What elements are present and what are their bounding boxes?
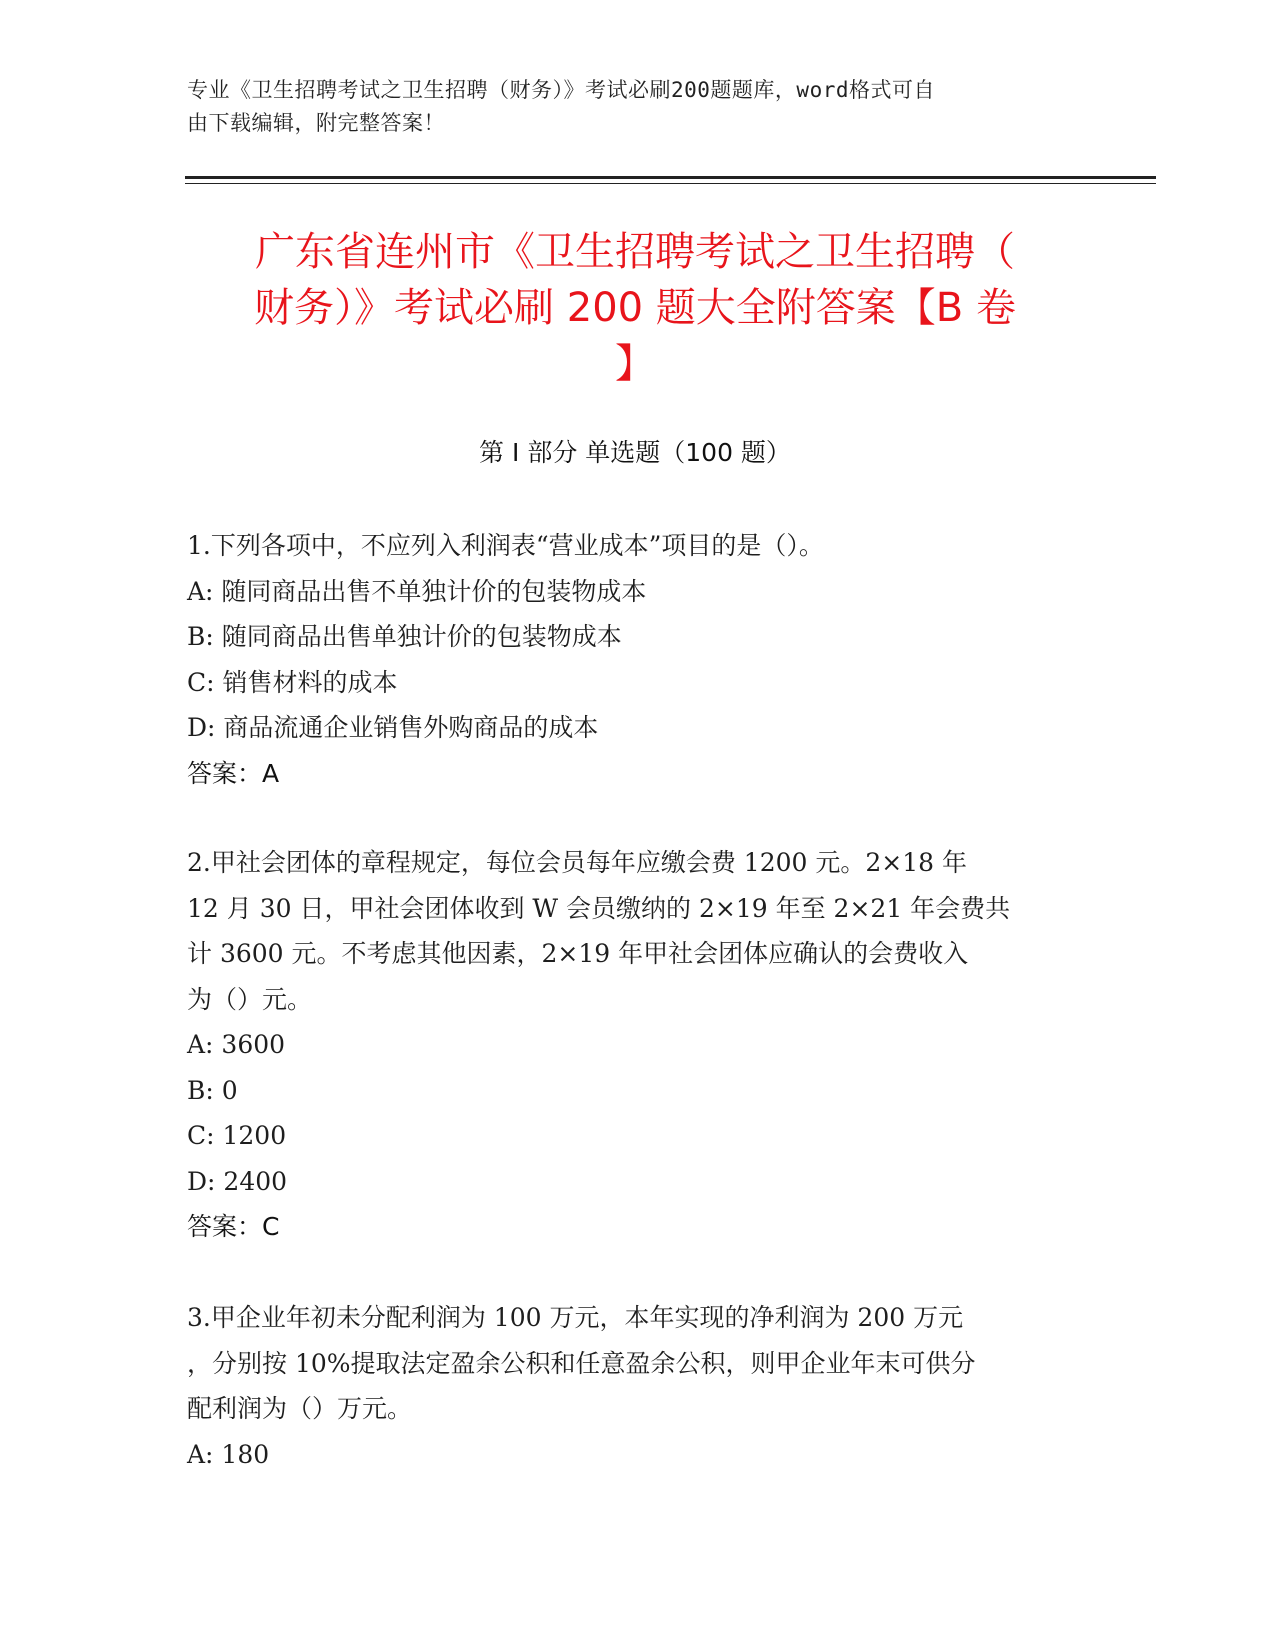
question-option: B: 0 [187,1075,238,1105]
header-divider-thick [185,176,1156,179]
question-text: 为（）元。 [187,984,313,1014]
question-answer: 答案：A [187,758,280,788]
header-note [187,74,1067,140]
document-title-line: 】 [615,341,655,387]
question-option: A: 随同商品出售不单独计价的包装物成本 [187,576,647,606]
question-option: C: 销售材料的成本 [187,667,398,697]
section-heading: 第 I 部分 单选题（100 题） [479,438,791,467]
question-option: D: 商品流通企业销售外购商品的成本 [187,713,599,742]
document-title-line: 广东省连州市《卫生招聘考试之卫生招聘（ [255,229,1015,275]
header-note-line: 专业《卫生招聘考试之卫生招聘（财务）》考试必刷200题题库，word格式可自 [187,78,935,102]
question-option: D: 2400 [187,1166,288,1196]
question-block [187,523,1087,796]
question-option: A: 180 [187,1439,270,1469]
question-text: 12 月 30 日，甲社会团体收到 W 会员缴纳的 2×19 年至 2×21 年会费共 [187,893,1011,923]
question-text: 1.下列各项中，不应列入利润表“营业成本”项目的是（）。 [187,531,824,560]
question-text: 3.甲企业年初未分配利润为 100 万元，本年实现的净利润为 200 万元 [187,1303,964,1332]
document-title-line: 财务）》考试必刷 200 题大全附答案【B 卷 [254,285,1016,331]
question-option: B: 随同商品出售单独计价的包装物成本 [187,622,622,651]
header-note-line: 由下载编辑，附完整答案！ [187,111,445,135]
question-option: A: 3600 [187,1030,286,1059]
question-answer: 答案：C [187,1212,280,1241]
question-text: 2.甲社会团体的章程规定，每位会员每年应缴会费 1200 元。2×18 年 [187,848,967,877]
question-option: C: 1200 [187,1121,287,1150]
question-text: ，分别按 10%提取法定盈余公积和任意盈余公积，则甲企业年末可供分 [187,1348,976,1378]
header-divider-thin [185,183,1156,184]
document-title [185,224,1085,392]
question-block [187,1295,1087,1477]
question-block [187,840,1087,1250]
question-text: 配利润为（）万元。 [187,1394,413,1423]
question-text: 计 3600 元。不考虑其他因素，2×19 年甲社会团体应确认的会费收入 [187,939,969,968]
